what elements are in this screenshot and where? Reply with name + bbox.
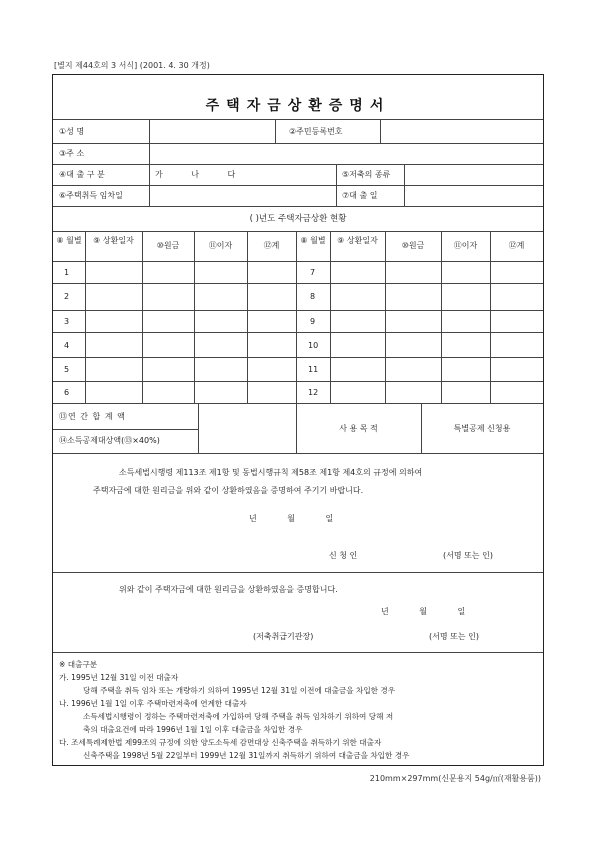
header-interest: ⑪이자 [208,241,233,250]
rule [275,119,276,143]
month-number: 9 [310,317,316,326]
note-detail: 신축주택을 1998년 5월 22일부터 1999년 12월 31일까지 취득하기 위하여 대출금을 차입한 경우 [83,751,410,760]
paper-spec-footer: 210mm×297mm(신문용지 54g/㎡(재활용품)) [369,774,541,783]
name-label: ①성 명 [59,127,85,136]
header-total: ⑫계 [508,241,525,250]
rule [53,283,543,284]
rule [336,164,337,206]
month-number: 8 [310,292,316,301]
rule [53,572,543,573]
applicant-label: 신 청 인 [329,551,358,560]
note-item: 다. 조세특례제한법 제99조의 규정에 의한 양도소득세 감면대상 신축주택을 취득하기 위한 대출자 [59,738,382,747]
month-number: 4 [64,341,70,350]
header-repay-date: ⑨ 상환일자 [93,236,134,245]
rule [53,164,543,165]
rule [53,231,543,232]
deduction-amount-label: ⑭소득공제대상액(⑬×40%) [59,436,160,445]
header-month: ⑧ 월별 [300,236,326,245]
rule [53,185,543,186]
confirmation-text: 위와 같이 주택자금에 대한 원리금을 상환하였음을 증명합니다. [119,585,338,594]
rule [53,357,543,358]
rule [198,403,199,453]
rule [404,164,405,206]
rule [53,261,543,262]
header-month: ⑧ 월별 [56,236,82,245]
rule [441,231,442,403]
special-deduction-label: 특별공제 신청용 [453,424,511,433]
rule [490,231,491,403]
month-number: 6 [64,388,70,397]
signature-placeholder: (서명 또는 인) [429,632,479,641]
loan-type-label: ④대 출 구 분 [59,170,105,179]
header-principal: ⑩원금 [156,241,180,250]
rule [53,143,543,144]
note-item: 나. 1996년 1월 1일 이후 주택마련저축에 연계한 대출자 [59,699,247,708]
loan-type-options: 가 나 다 [155,170,236,179]
header-principal: ⑩원금 [401,241,425,250]
rule [53,429,198,430]
signature-placeholder: (서명 또는 인) [443,551,493,560]
rule [149,119,150,206]
rule [385,231,386,403]
rule [53,381,543,382]
statement-line-1: 소득세법시행령 제113조 제1항 및 동법시행규칙 제58조 제1항 제4호의 규정에 의하여 [119,468,423,477]
purpose-label: 사 용 목 적 [339,424,378,433]
date-line: 년 월 일 [381,607,466,616]
address-label: ③주 소 [59,149,85,158]
rule [85,231,86,403]
month-number: 7 [310,268,316,277]
rule [194,231,195,403]
rule [53,453,543,454]
resident-number-label: ②주민등록번호 [289,127,343,136]
rule [380,119,381,143]
form-title: 주택자금상환증명서 [205,98,391,114]
rule [330,231,331,403]
rule [53,652,543,653]
note-detail: 소득세법시행령이 정하는 주택마련저축에 가입하여 당해 주택을 취득 임차하기 위하여 당해 저 [83,712,394,721]
certificate-form [52,74,544,766]
acquisition-date-label: ⑥주택취득 임차일 [59,191,123,200]
month-number: 2 [64,292,70,301]
note-item: 가. 1995년 12월 31일 이전 대출자 [59,673,179,682]
month-number: 1 [64,268,70,277]
date-line: 년 월 일 [249,514,334,523]
institution-label: (저축취급기관장) [253,632,314,641]
rule [53,206,543,207]
month-number: 3 [64,317,70,326]
header-interest: ⑪이자 [453,241,478,250]
annual-total-label: ⑬연 간 합 계 액 [59,412,126,421]
statement-line-2: 주택자금에 대한 원리금을 위와 같이 상환하였음을 증명하여 주기기 바랍니다. [93,486,364,495]
rule [296,231,297,453]
month-number: 5 [64,365,70,374]
month-number: 10 [308,341,319,350]
rule [53,119,543,120]
rule [53,310,543,311]
header-repay-date: ⑨ 상환일자 [337,236,378,245]
header-total: ⑫계 [263,241,280,250]
form-header-note: [별지 제44호의 3 서식] (2001. 4. 30 개정) [54,61,210,70]
rule [142,231,143,403]
note-detail: 축의 대출요건에 따라 1996년 1월 1일 이후 대출금을 차입한 경우 [83,725,303,734]
rule [53,332,543,333]
note-detail: 당해 주택을 취득 임차 또는 개량하기 의하여 1995년 12월 31일 이전에 대출금을 차입한 경우 [83,686,396,695]
rule [53,403,543,404]
notes-heading: ※ 대출구분 [59,660,98,669]
rule [247,231,248,403]
month-number: 11 [308,365,319,374]
savings-type-label: ⑤저축의 종류 [342,170,391,179]
month-number: 12 [308,388,319,397]
section-title: ( )년도 주택자금상환 현황 [249,214,347,224]
loan-date-label: ⑦대 출 일 [342,191,378,200]
